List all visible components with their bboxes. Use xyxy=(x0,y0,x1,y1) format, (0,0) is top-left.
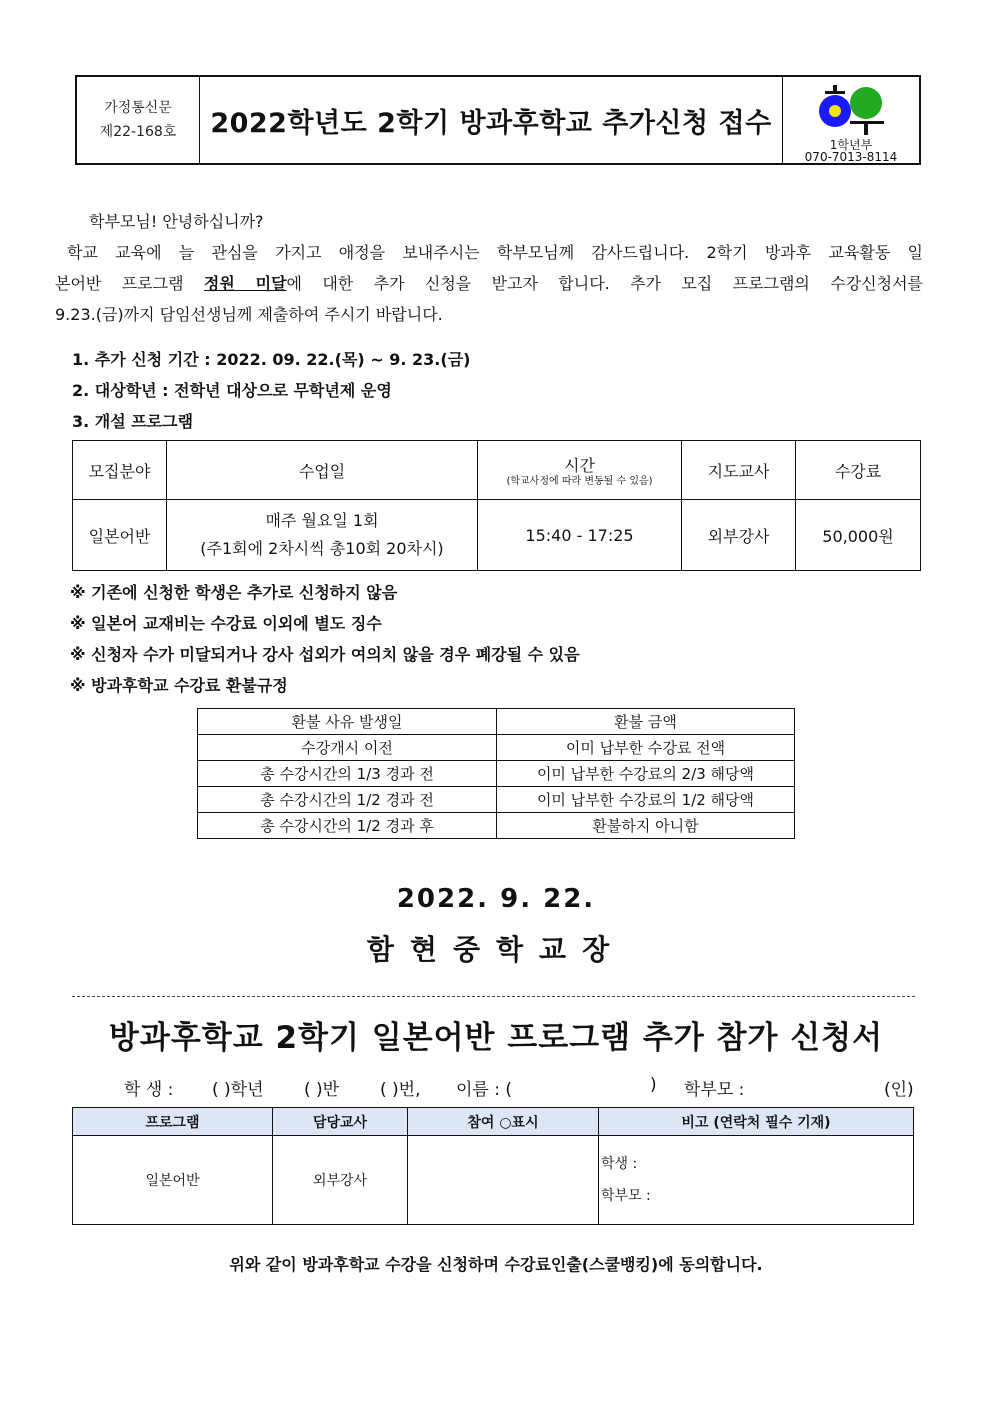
table-row: 수강개시 이전 이미 납부한 수강료 전액 xyxy=(198,735,795,761)
principal-signature: 함현중학교장 xyxy=(366,933,626,966)
student-label: 학 생 : xyxy=(124,1080,174,1100)
application-header: 프로그램 담당교사 참여 ○표시 비고 (연락처 필수 기재) xyxy=(73,1108,914,1136)
student-info-line xyxy=(72,1075,912,1099)
cut-line xyxy=(72,996,915,997)
header-day: 수업일 xyxy=(167,441,478,500)
notes-list xyxy=(70,577,580,701)
cell-fee: 50,000원 xyxy=(796,500,921,571)
class-field[interactable]: ( )반 xyxy=(304,1080,340,1100)
number-field[interactable]: ( )번, xyxy=(380,1080,421,1100)
form-title: 방과후학교 2학기 일본어반 프로그램 추가 참가 신청서 xyxy=(108,1020,884,1056)
phone-number: 070-7013-8114 xyxy=(804,150,898,164)
name-close: ) xyxy=(650,1075,657,1095)
greeting: 학부모님! 안녕하십니까? xyxy=(89,212,264,231)
seal-mark: (인) xyxy=(884,1080,914,1100)
header-teacher: 지도교사 xyxy=(682,441,796,500)
refund-header: 환불 사유 발생일 환불 금액 xyxy=(198,709,795,735)
cell-day: 매주 월요일 1회 (주1회에 2차시씩 총10회 20차시) xyxy=(167,500,478,571)
letter-number: 제22-168호 xyxy=(99,124,177,140)
letter-header xyxy=(75,75,921,165)
parent-field[interactable]: 학부모 : xyxy=(684,1080,745,1100)
program-table-header xyxy=(73,441,921,500)
grade-field[interactable]: ( )학년 xyxy=(212,1080,264,1100)
cell-teacher: 외부강사 xyxy=(682,500,796,571)
header-fee: 수강료 xyxy=(796,441,921,500)
name-field[interactable]: 이름 : ( xyxy=(456,1080,513,1100)
item-program: 3. 개설 프로그램 xyxy=(72,412,194,431)
table-row: 총 수강시간의 1/3 경과 전 이미 납부한 수강료의 2/3 해당액 xyxy=(198,761,795,787)
participation-field[interactable] xyxy=(408,1136,599,1225)
intro-line-3: 9.23.(금)까지 담임선생님께 제출하여 주시기 바랍니다. xyxy=(55,305,443,324)
intro-line-2: 본어반 프로그램 정원 미달에 대한 추가 신청을 받고자 합니다. 추가 모집 프로그램의 수강신청서를 xyxy=(55,274,923,293)
school-logo-icon xyxy=(817,83,887,138)
cell-program: 일본어반 xyxy=(73,1136,273,1225)
application-table xyxy=(72,1107,914,1225)
letter-type: 가정통신문 xyxy=(104,100,172,116)
refund-table xyxy=(197,708,795,839)
item-target: 2. 대상학년 : 전학년 대상으로 무학년제 운영 xyxy=(72,381,392,400)
note-item: ※ 방과후학교 수강료 환불규정 xyxy=(70,676,288,695)
note-item: ※ 일본어 교재비는 수강료 이외에 별도 징수 xyxy=(70,614,382,633)
program-table xyxy=(72,440,921,571)
issue-date: 2022. 9. 22. xyxy=(396,884,596,914)
letter-id xyxy=(77,77,200,163)
table-row xyxy=(73,1136,914,1225)
cell-field: 일본어반 xyxy=(73,500,167,571)
table-row: 총 수강시간의 1/2 경과 전 이미 납부한 수강료의 1/2 해당액 xyxy=(198,787,795,813)
contact-field[interactable] xyxy=(599,1136,914,1225)
cell-time: 15:40 - 17:25 xyxy=(478,500,682,571)
cell-teacher: 외부강사 xyxy=(273,1136,408,1225)
emphasis-text: 정원 미달 xyxy=(203,274,287,293)
letter-title: 2022학년도 2학기 방과후학교 추가신청 접수 xyxy=(200,77,783,163)
intro-line-1: 학교 교육에 늘 관심을 가지고 애정을 보내주시는 학부모님께 감사드립니다. 2학기 방과후 교육활동 일 xyxy=(67,243,923,262)
note-item: ※ 신청자 수가 미달되거나 강사 섭외가 여의치 않을 경우 폐강될 수 있음 xyxy=(70,645,580,664)
header-time: 시간 (학교사정에 따라 변동될 수 있음) xyxy=(478,441,682,500)
consent-statement: 위와 같이 방과후학교 수강을 신청하며 수강료인출(스쿨뱅킹)에 동의합니다. xyxy=(229,1255,763,1274)
item-period: 1. 추가 신청 기간 : 2022. 09. 22.(목) ~ 9. 23.(금) xyxy=(72,350,471,369)
memo-student: 학생 : xyxy=(601,1156,638,1172)
school-logo-area xyxy=(783,77,919,163)
memo-parent: 학부모 : xyxy=(601,1188,651,1204)
note-item: ※ 기존에 신청한 학생은 추가로 신청하지 않음 xyxy=(70,583,398,602)
intro-paragraph xyxy=(55,206,923,330)
header-field: 모집분야 xyxy=(73,441,167,500)
table-row xyxy=(73,500,921,571)
time-note: (학교사정에 따라 변동될 수 있음) xyxy=(506,475,653,487)
table-row: 총 수강시간의 1/2 경과 후 환불하지 아니함 xyxy=(198,813,795,839)
dept-label: 1학년부 xyxy=(829,138,873,152)
